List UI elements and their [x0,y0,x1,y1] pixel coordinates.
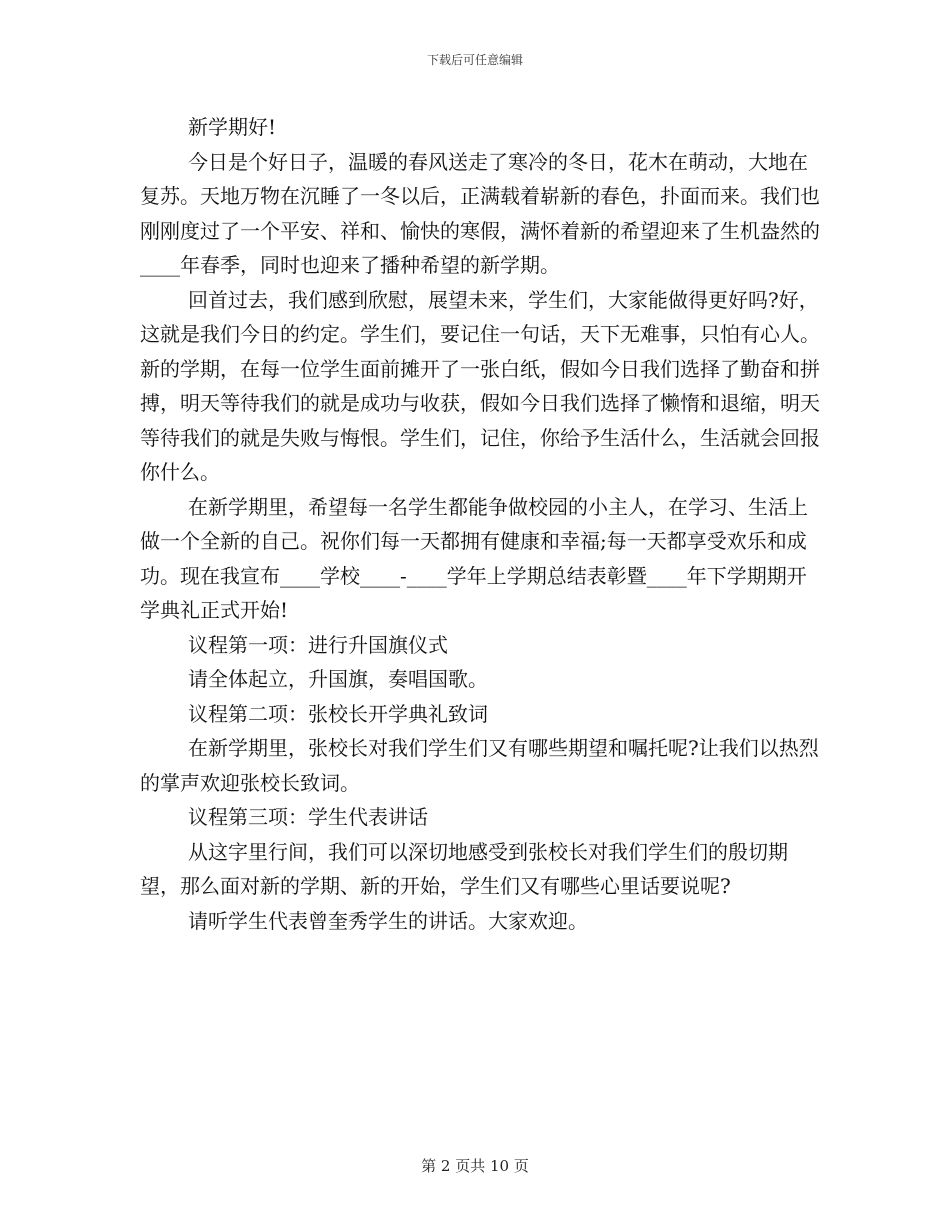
paragraph-welcome: 请听学生代表曾奎秀学生的讲话。大家欢迎。 [188,908,588,933]
page-number: 第 2 页共 10 页 [421,1157,529,1175]
agenda-item-3: 议程第三项：学生代表讲话 [188,805,428,829]
agenda-instruction-flag: 请全体起立，升国旗，奏唱国歌。 [188,667,488,691]
paragraph-looking-back: 回首过去，我们感到欣慰，展望未来，学生们，大家能做得更好吗?好，这就是我们今日的约定。学生们，要记住一句话，天下无难事，只怕有心人。新的学期，在每一位学生面前摊开了一张白纸，假如今日我们选择了勤奋和拼搏，明天等待我们的就是成功与收获，假如今日我们选择了懒惰和退缩，明天等待我们的就是失败与悔恨。学生们，记住，你给予生活什么，生活就会回报你什么。 [140,287,820,484]
paragraph-spring-intro: 今日是个好日子，温暖的春风送走了寒冷的冬日，花木在萌动，大地在复苏。天地万物在沉睡了一冬以后，正满载着崭新的春色，扑面而来。我们也刚刚度过了一个平安、祥和、愉快的寒假，满怀着新的希望迎来了生机盎然的____年春季，同时也迎来了播种希望的新学期。 [140,149,820,277]
paragraph-principal-intro: 在新学期里，张校长对我们学生们又有哪些期望和嘱托呢?让我们以热烈的掌声欢迎张校长致词。 [140,736,819,795]
paragraph-announcement: 在新学期里，希望每一名学生都能争做校园的小主人，在学习、生活上做一个全新的自己。祝你们每一天都拥有健康和幸福;每一天都享受欢乐和成功。现在我宣布____学校____-____学年上学期总结表彰暨____年下学期期开学典礼正式开始! [140,494,808,622]
document-body [140,110,820,938]
paragraph-student-rep-intro: 从这字里行间，我们可以深切地感受到张校长对我们学生们的殷切期望，那么面对新的学期、新的开始，学生们又有哪些心里话要说呢? [140,839,788,898]
greeting-paragraph: 新学期好! [188,115,277,139]
agenda-item-1: 议程第一项：进行升国旗仪式 [188,632,448,657]
page-header-note: 下载后可任意编辑 [426,53,523,67]
agenda-item-2: 议程第二项：张校长开学典礼致词 [188,701,488,726]
